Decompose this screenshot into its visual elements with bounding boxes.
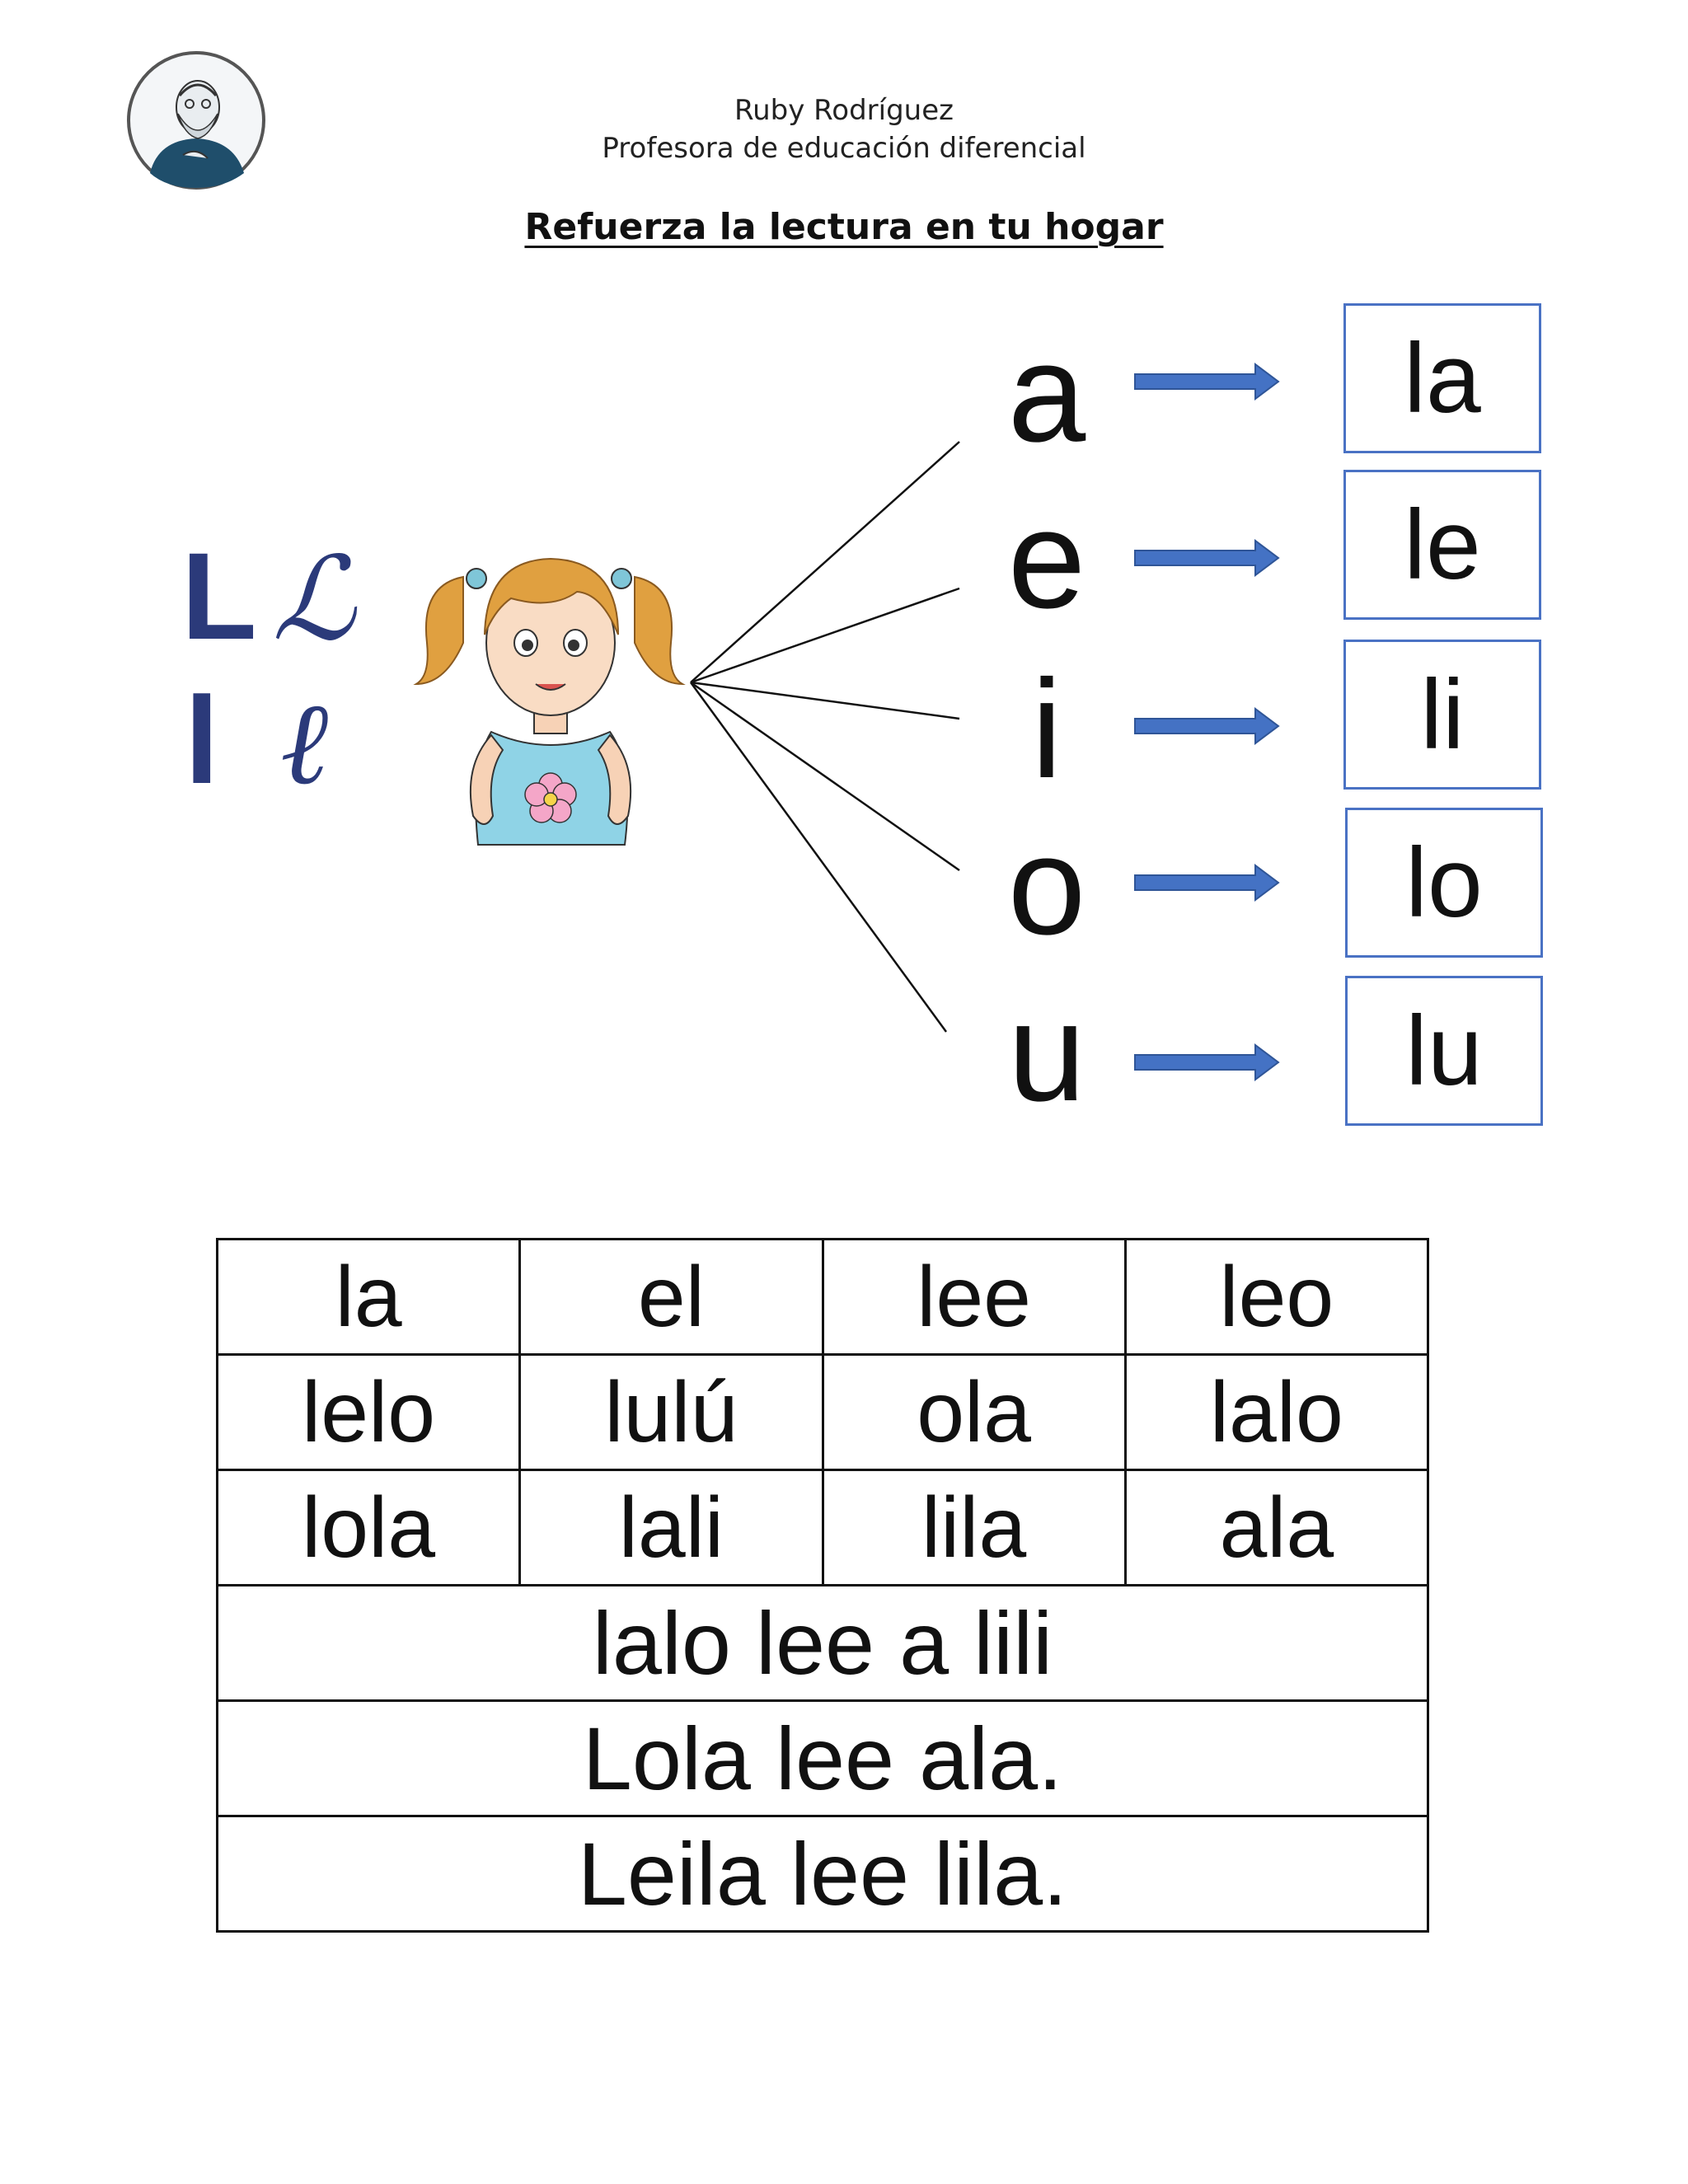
- word-cell: lulú: [520, 1355, 823, 1470]
- author-role: Profesora de educación diferencial: [602, 132, 1086, 165]
- table-row: [218, 1470, 1428, 1586]
- reading-table: [216, 1238, 1429, 1933]
- print-lower-l: l: [185, 671, 219, 808]
- syllable-box-lu: lu: [1345, 976, 1543, 1126]
- connector-line-a: [691, 442, 959, 682]
- word-cell: lee: [823, 1240, 1125, 1355]
- vowel-o: o: [1007, 808, 1086, 964]
- sentence-cell: lalo lee a lili: [218, 1586, 1428, 1701]
- word-cell: ala: [1125, 1470, 1428, 1586]
- vowel-i: i: [1031, 651, 1062, 808]
- syllable-box-lo: lo: [1345, 808, 1543, 958]
- print-upper-l: L: [181, 536, 257, 665]
- sentence-cell: Leila lee lila.: [218, 1816, 1428, 1932]
- arrow-right-icon: [1133, 361, 1282, 402]
- syllable-box-le: le: [1343, 470, 1541, 620]
- table-row: [218, 1816, 1428, 1932]
- girl-illustration: [412, 519, 692, 849]
- cursive-upper-l: ℒ: [272, 536, 355, 667]
- vowel-e: e: [1007, 481, 1086, 638]
- connector-line-e: [691, 588, 959, 682]
- table-row: [218, 1701, 1428, 1816]
- word-cell: ola: [823, 1355, 1125, 1470]
- connector-line-u: [691, 682, 946, 1032]
- word-cell: leo: [1125, 1240, 1428, 1355]
- word-cell: lalo: [1125, 1355, 1428, 1470]
- sentence-cell: Lola lee ala.: [218, 1701, 1428, 1816]
- arrow-right-icon: [1133, 705, 1282, 747]
- connector-line-i: [691, 682, 959, 719]
- cursive-lower-l: ℓ: [280, 677, 329, 808]
- letter-l-forms: [173, 536, 387, 808]
- vowel-u: u: [1007, 974, 1086, 1131]
- syllable-box-la: la: [1343, 303, 1541, 453]
- table-row: [218, 1586, 1428, 1701]
- connector-line-o: [691, 682, 959, 870]
- vowel-a: a: [1007, 315, 1086, 471]
- word-cell: lelo: [218, 1355, 520, 1470]
- table-row: [218, 1240, 1428, 1355]
- arrow-right-icon: [1133, 537, 1282, 579]
- word-cell: lola: [218, 1470, 520, 1586]
- arrow-right-icon: [1133, 1042, 1282, 1083]
- word-cell: el: [520, 1240, 823, 1355]
- syllable-box-li: li: [1343, 640, 1541, 790]
- arrow-right-icon: [1133, 862, 1282, 903]
- page-title-text: Refuerza la lectura en tu hogar: [524, 206, 1164, 248]
- word-cell: lali: [520, 1470, 823, 1586]
- table-row: [218, 1355, 1428, 1470]
- page-title: [0, 206, 1688, 248]
- word-cell: lila: [823, 1470, 1125, 1586]
- word-cell: la: [218, 1240, 520, 1355]
- author-name: Ruby Rodríguez: [734, 94, 954, 127]
